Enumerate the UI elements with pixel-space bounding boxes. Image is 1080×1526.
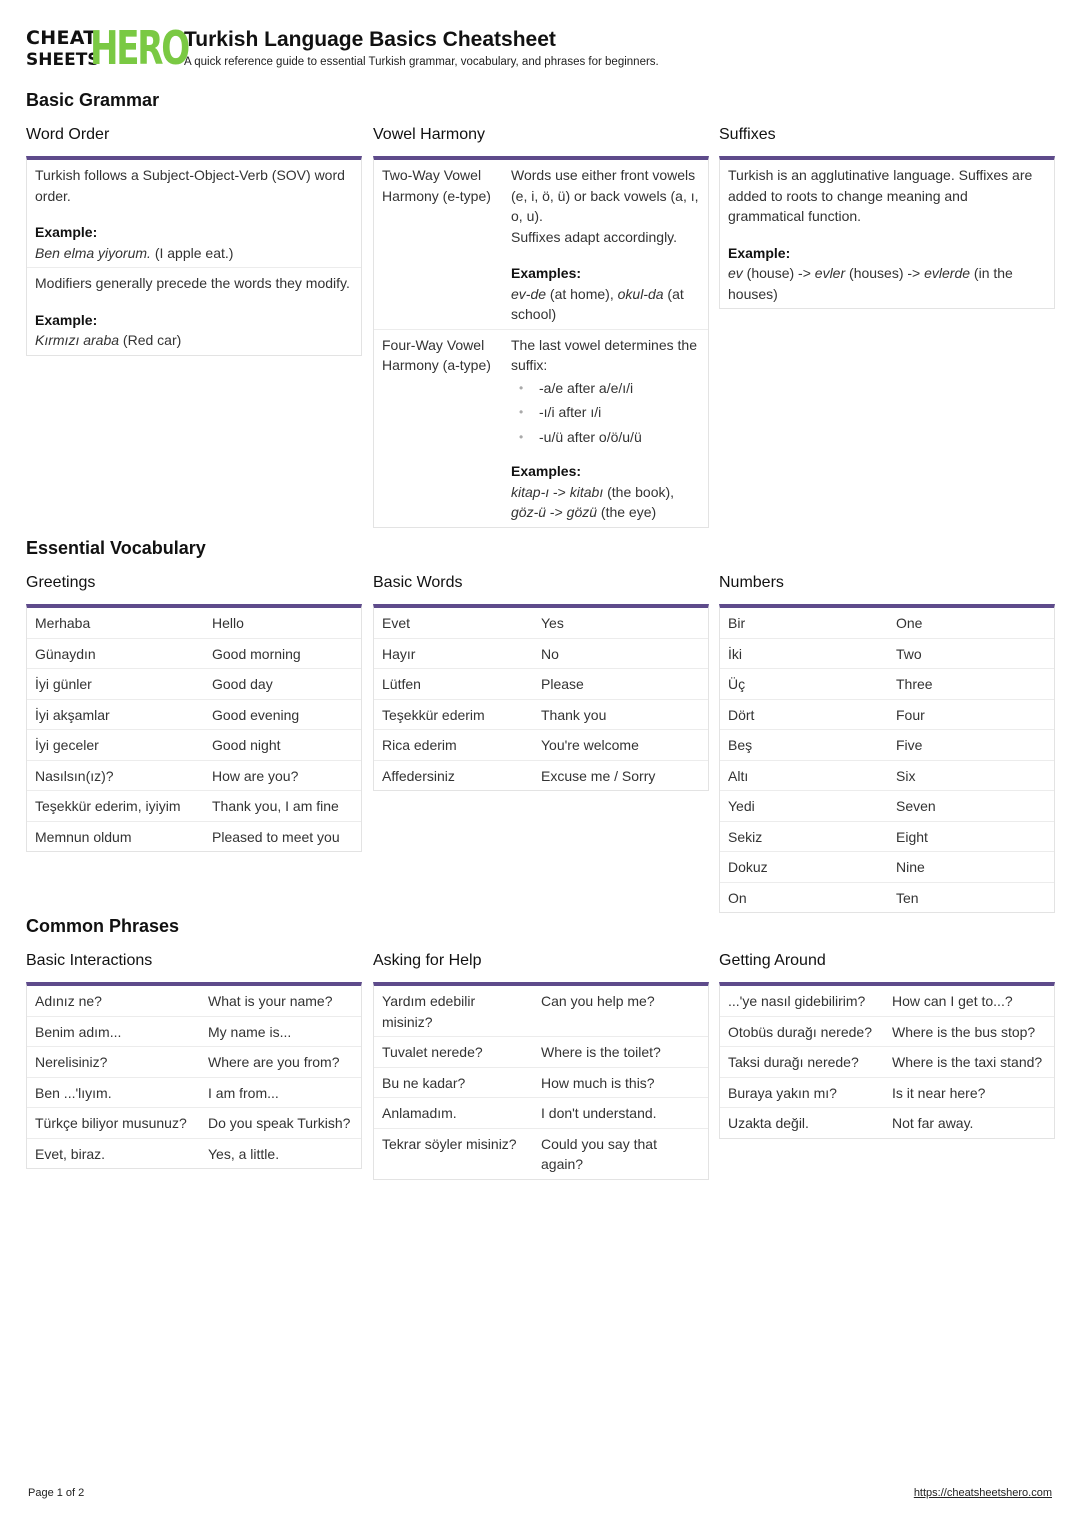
site-link[interactable]: https://cheatsheetshero.com <box>913 1487 1052 1499</box>
turkish-term: İyi geceler <box>35 737 99 753</box>
table-row <box>374 1037 708 1068</box>
page-header <box>26 21 1054 76</box>
turkish-term: Altı <box>728 767 749 784</box>
turkish-term: Tekrar söyler misiniz? <box>382 1135 517 1152</box>
english-translation: Please <box>541 676 584 692</box>
card-title: Getting Around <box>719 952 826 969</box>
table-row <box>374 669 708 700</box>
card-body <box>26 156 362 356</box>
english-translation: Good night <box>212 737 281 753</box>
turkish-term: Otobüs durağı nerede? <box>728 1023 872 1040</box>
english-translation: Is it near here? <box>892 1084 986 1101</box>
turkish-term: Affedersiniz <box>382 767 455 784</box>
card-title: Suffixes <box>719 126 776 143</box>
table-row <box>27 669 361 700</box>
turkish-term: Teşekkür ederim <box>382 706 485 723</box>
table-row <box>720 1078 1054 1109</box>
table-row <box>27 700 361 731</box>
card-title: Word Order <box>26 126 110 143</box>
example-label: Example: <box>35 224 98 240</box>
english-translation: Yes, a little. <box>208 1145 280 1162</box>
example-label: Example: <box>728 244 791 261</box>
turkish-term: Bu ne kadar? <box>382 1074 466 1091</box>
turkish-term: Evet <box>382 615 411 631</box>
card-body <box>373 982 709 1180</box>
english-translation: Where is the bus stop? <box>892 1023 1036 1040</box>
table-row <box>27 1108 361 1139</box>
table-row <box>374 608 708 639</box>
english-translation: Eight <box>896 828 928 845</box>
card-body <box>719 156 1055 309</box>
card-body <box>719 982 1055 1139</box>
card-suffixes <box>719 124 1055 309</box>
paragraph: Turkish is an agglutinative language. Suffixes are added to roots to change meaning and grammatical function. <box>728 167 1033 224</box>
table-row <box>720 700 1054 731</box>
turkish-term: Tuvalet nerede? <box>382 1044 483 1060</box>
table-row <box>720 986 1054 1017</box>
english-translation: What is your name? <box>208 993 333 1009</box>
card-body <box>719 604 1055 913</box>
card-getting-around <box>719 950 1055 1139</box>
turkish-term: Dört <box>728 706 755 723</box>
row-description: The last vowel determines the suffix: • -a/e after a/e/ı/i • -ı/i after ı/i • -u/ü after o/ö/u/ü Examples: kitap-ı -> kitabı (the book), göz-ü -> gözü (the eye) <box>503 330 708 527</box>
turkish-term: Sekiz <box>728 828 763 845</box>
english-translation: I don't understand. <box>541 1105 657 1121</box>
table-row <box>374 639 708 670</box>
turkish-term: Anlamadım. <box>382 1105 457 1121</box>
english-translation: Excuse me / Sorry <box>541 767 656 784</box>
table-row <box>374 700 708 731</box>
turkish-term: Günaydın <box>35 645 96 662</box>
logo-text-cheat: CHEAT <box>26 27 97 49</box>
turkish-term: Türkçe biliyor musunuz? <box>35 1115 187 1131</box>
example-text: Kırmızı araba (Red car) <box>35 332 182 348</box>
table-row <box>720 852 1054 883</box>
english-translation: Good day <box>212 676 273 692</box>
table-row <box>374 986 708 1037</box>
turkish-term: Memnun oldum <box>35 828 132 845</box>
table-row <box>720 730 1054 761</box>
turkish-term: Yedi <box>728 798 755 814</box>
turkish-term: Beş <box>728 737 753 753</box>
table-row <box>27 639 361 670</box>
english-translation: You're welcome <box>541 737 639 753</box>
table-row <box>720 883 1054 913</box>
card-title: Greetings <box>26 574 96 591</box>
turkish-term: Buraya yakın mı? <box>728 1084 837 1101</box>
turkish-term: Dokuz <box>728 859 768 875</box>
section-title-common-phrases: Common Phrases <box>26 916 180 936</box>
table-row <box>720 608 1054 639</box>
english-translation: I am from... <box>208 1084 279 1101</box>
english-translation: Six <box>896 767 916 784</box>
turkish-term: Lütfen <box>382 676 421 692</box>
card-greetings <box>26 572 362 852</box>
card-title: Numbers <box>719 574 784 591</box>
card-title: Vowel Harmony <box>373 126 486 143</box>
table-row <box>27 608 361 639</box>
english-translation: Good evening <box>212 706 300 723</box>
card-entry <box>27 268 361 355</box>
english-translation: Hello <box>212 615 244 631</box>
suffix-rule-list <box>511 376 700 450</box>
english-translation: How are you? <box>212 767 299 784</box>
english-translation: How can I get to...? <box>892 993 1013 1009</box>
row-label: Two-Way Vowel Harmony (e-type) <box>382 167 491 204</box>
turkish-term: Hayır <box>382 645 416 662</box>
card-body <box>373 156 709 528</box>
table-row <box>27 1047 361 1078</box>
card-basic-interactions <box>26 950 362 1169</box>
card-title: Asking for Help <box>373 952 482 969</box>
turkish-term: Benim adım... <box>35 1023 122 1040</box>
turkish-term: Adınız ne? <box>35 993 102 1009</box>
turkish-term: Yardım edebilir misiniz? <box>382 993 476 1030</box>
table-row <box>720 791 1054 822</box>
row-description: Words use either front vowels (e, i, ö, ü) or back vowels (a, ı, o, u). Suffixes adapt accordingly. Examples: ev-de (at home), okul-da (at school) <box>511 167 699 322</box>
list-item: • -u/ü after o/ö/u/ü <box>539 425 700 450</box>
turkish-term: Ben ...'lıyım. <box>35 1084 112 1101</box>
turkish-term: Üç <box>728 676 746 692</box>
table-row <box>720 761 1054 792</box>
turkish-term: İki <box>728 645 742 662</box>
table-row <box>374 1098 708 1129</box>
card-entry <box>27 160 361 268</box>
card-body <box>26 604 362 852</box>
table-row <box>27 761 361 792</box>
table-row <box>374 1068 708 1099</box>
english-translation: Yes <box>541 615 564 631</box>
turkish-term: Nerelisiniz? <box>35 1054 108 1070</box>
paragraph: Turkish follows a Subject-Object-Verb (SOV) word order. <box>35 167 345 204</box>
english-translation: Five <box>896 737 923 753</box>
english-translation: Do you speak Turkish? <box>208 1115 351 1131</box>
english-translation: Where are you from? <box>208 1054 340 1070</box>
table-row <box>27 791 361 822</box>
list-item: • -a/e after a/e/ı/i <box>539 376 700 401</box>
table-row <box>720 822 1054 853</box>
logo-text-hero: HERO <box>90 21 189 75</box>
table-row <box>374 730 708 761</box>
table-row <box>720 1108 1054 1138</box>
table-row <box>27 1139 361 1169</box>
table-row <box>720 639 1054 670</box>
english-translation: Thank you <box>541 706 607 723</box>
turkish-term: Bir <box>728 615 746 631</box>
table-row <box>27 986 361 1017</box>
english-translation: Not far away. <box>892 1115 974 1131</box>
english-translation: No <box>541 645 559 662</box>
turkish-term: İyi akşamlar <box>35 706 110 723</box>
example-label: Example: <box>35 311 98 328</box>
turkish-term: Merhaba <box>35 615 91 631</box>
turkish-term: Taksi durağı nerede? <box>728 1054 859 1070</box>
card-entry <box>720 160 1054 308</box>
english-translation: My name is... <box>208 1023 292 1040</box>
table-row <box>27 1078 361 1109</box>
english-translation: How much is this? <box>541 1074 655 1091</box>
example-text: ev (house) -> evler (houses) -> evlerde (in the houses) <box>728 265 1013 302</box>
paragraph: Modifiers generally precede the words they modify. <box>35 275 350 291</box>
english-translation: Where is the taxi stand? <box>892 1054 1043 1070</box>
card-body <box>373 604 709 791</box>
cheatsheetshero-logo[interactable] <box>26 21 189 75</box>
page-number: Page 1 of 2 <box>28 1487 85 1499</box>
english-translation: One <box>896 615 923 631</box>
page-subtitle: A quick reference guide to essential Turkish grammar, vocabulary, and phrases for beginners. <box>184 56 659 68</box>
table-row <box>720 1017 1054 1048</box>
english-translation: Good morning <box>212 645 301 662</box>
example-text: Ben elma yiyorum. (I apple eat.) <box>35 244 234 261</box>
card-vowel-harmony <box>373 124 709 528</box>
english-translation: Pleased to meet you <box>212 828 340 845</box>
table-row <box>374 761 708 791</box>
english-translation: Nine <box>896 859 925 875</box>
table-row <box>374 160 708 330</box>
turkish-term: İyi günler <box>35 676 92 692</box>
page-title: Turkish Language Basics Cheatsheet <box>184 28 556 51</box>
turkish-term: Uzakta değil. <box>728 1115 809 1131</box>
table-row <box>374 1129 708 1179</box>
english-translation: Can you help me? <box>541 993 655 1009</box>
english-translation: Could you say that again? <box>541 1135 657 1172</box>
card-word-order <box>26 124 362 356</box>
card-title: Basic Words <box>373 574 463 591</box>
english-translation: Seven <box>896 798 936 814</box>
english-translation: Ten <box>896 889 919 906</box>
card-basic-words <box>373 572 709 791</box>
english-translation: Thank you, I am fine <box>212 798 339 814</box>
turkish-term: Evet, biraz. <box>35 1145 106 1162</box>
english-translation: Three <box>896 676 933 692</box>
card-numbers <box>719 572 1055 913</box>
english-translation: Four <box>896 706 925 723</box>
english-translation: Two <box>896 645 922 662</box>
table-row <box>27 822 361 852</box>
turkish-term: ...'ye nasıl gidebilirim? <box>728 993 866 1009</box>
table-row <box>27 730 361 761</box>
card-title: Basic Interactions <box>26 952 153 969</box>
turkish-term: Rica ederim <box>382 737 457 753</box>
table-row <box>720 669 1054 700</box>
table-row <box>720 1047 1054 1078</box>
turkish-term: Nasılsın(ız)? <box>35 767 114 784</box>
card-body <box>26 982 362 1169</box>
turkish-term: On <box>728 889 747 906</box>
row-label: Four-Way Vowel Harmony (a-type) <box>382 336 491 373</box>
section-title-essential-vocabulary: Essential Vocabulary <box>26 538 206 558</box>
logo-text-sheets: SHEETS <box>26 50 100 70</box>
table-row <box>27 1017 361 1048</box>
turkish-term: Teşekkür ederim, iyiyim <box>35 798 181 814</box>
card-asking-for-help <box>373 950 709 1180</box>
section-title-basic-grammar: Basic Grammar <box>26 90 160 110</box>
table-row <box>374 330 708 527</box>
english-translation: Where is the toilet? <box>541 1044 661 1060</box>
list-item: • -ı/i after ı/i <box>539 400 700 425</box>
